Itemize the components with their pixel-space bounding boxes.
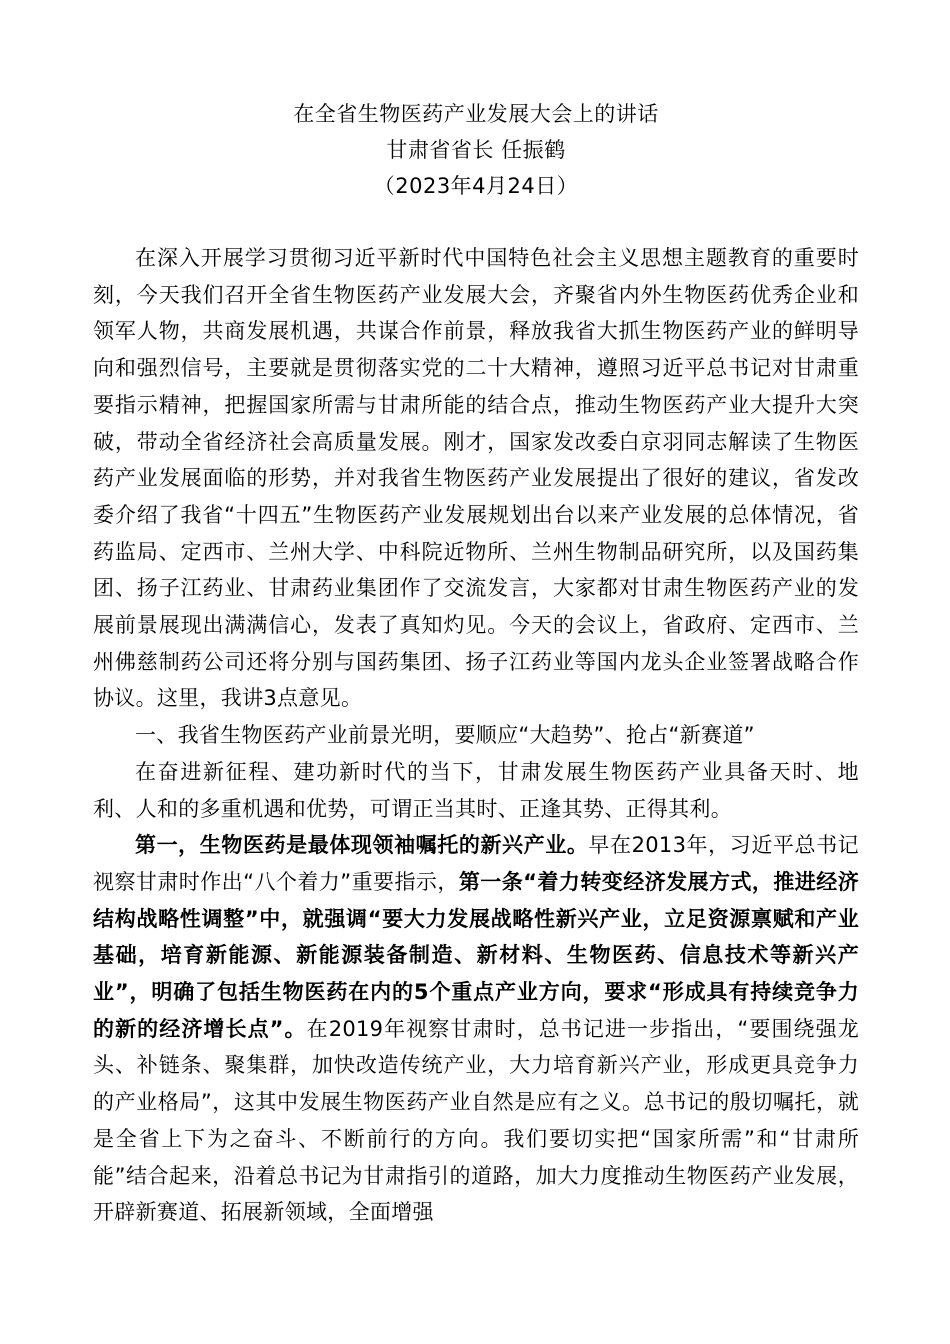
blank-line (93, 204, 859, 240)
paragraph-3 (93, 827, 859, 1231)
speaker-line: 甘肃省省长 任振鹤 (386, 138, 566, 162)
paragraph-3-lead: 第一，生物医药是最体现领袖嘱托的新兴产业。 (135, 833, 589, 858)
document-page (93, 96, 859, 1231)
paragraph-3-text-1: 早在2013年，习近平总书记视察甘肃时作出“八个着力”重要指示， (93, 833, 859, 894)
paragraph-2: 在奋进新征程、建功新时代的当下，甘肃发展生物医药产业具备天时、地利、人和的多重机遇和优势，可谓正当其时、正逢其势、正得其利。 (93, 759, 859, 821)
paragraph-3-text-2: 在2019年视察甘肃时，总书记进一步指出，“要围绕强龙头、补链条、聚集群，加快改造传统产业，大力培育新兴产业，形成更具竞争力的产业格局”，这其中发展生物医药产业自然是应有之义。总书记的殷切嘱托，就是全省上下为之奋斗、不断前行的方向。我们要切实把“国家所需”和“甘肃所能”结合起来，沿着总书记为甘肃指引的道路，加大力度推动生物医药产业发展，开辟新赛道、拓展新领域，全面增强 (93, 1016, 859, 1225)
speech-title: 在全省生物医药产业发展大会上的讲话 (293, 102, 659, 126)
speech-date: （2023年4月24日） (373, 174, 579, 198)
section-heading-1: 一、我省生物医药产业前景光明，要顺应“大趋势”、抢占“新赛道” (135, 723, 755, 748)
paragraph-3-emphasis: 第一条“着力转变经济发展方式，推进经济结构战略性调整”中，就强调“要大力发展战略性新兴产业，立足资源禀赋和产业基础，培育新能源、新能源装备制造、新材料、生物医药、信息技术等新兴产业”，明确了包括生物医药在内的5个重点产业方向，要求“形成具有持续竞争力的新的经济增长点”。 (93, 869, 859, 1041)
opening-paragraph: 在深入开展学习贯彻习近平新时代中国特色社会主义思想主题教育的重要时刻，今天我们召开全省生物医药产业发展大会，齐聚省内外生物医药优秀企业和领军人物，共商发展机遇，共谋合作前景，释放我省大抓生物医药产业的鲜明导向和强烈信号，主要就是贯彻落实党的二十大精神，遵照习近平总书记对甘肃重要指示精神，把握国家所需与甘肃所能的结合点，推动生物医药产业大提升大突破，带动全省经济社会高质量发展。刚才，国家发改委白京羽同志解读了生物医药产业发展面临的形势，并对我省生物医药产业发展提出了很好的建议，省发改委介绍了我省“十四五”生物医药产业发展规划出台以来产业发展的总体情况，省药监局、定西市、兰州大学、中科院近物所、兰州生物制品研究所，以及国药集团、扬子江药业、甘肃药业集团作了交流发言，大家都对甘肃生物医药产业的发展前景展现出满满信心，发表了真知灼见。今天的会议上，省政府、定西市、兰州佛慈制药公司还将分别与国药集团、扬子江药业等国内龙头企业签署战略合作协议。这里，我讲3点意见。 (93, 246, 859, 711)
